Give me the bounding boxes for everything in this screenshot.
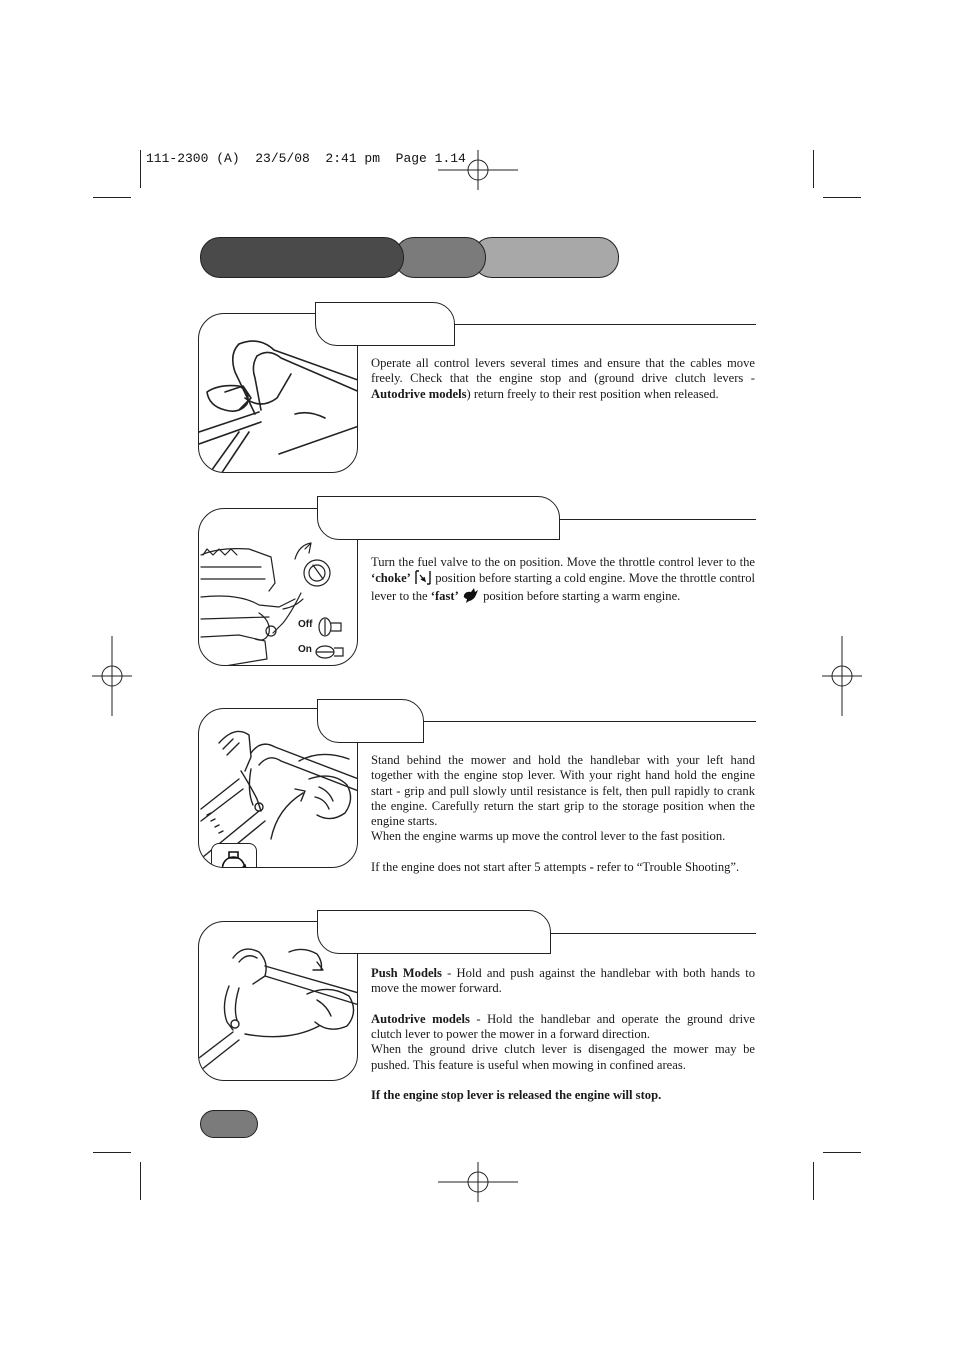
controls-heading-rule (420, 324, 756, 325)
starting-paragraph (371, 753, 755, 875)
moving-text-run: - Hold and push against the handlebar with both hands to move the mower forward. (371, 966, 755, 996)
controls-paragraph (371, 356, 755, 402)
recoil-start-symbol-icon (211, 843, 257, 868)
starting-heading-box (317, 699, 424, 743)
paragraph-gap (371, 1073, 755, 1088)
choke-symbol-icon (414, 570, 432, 585)
moving-text-run: Autodrive models (371, 1011, 470, 1026)
fast-label: ‘fast’ (430, 588, 459, 603)
moving-heading-rule (520, 933, 756, 934)
starting-line (371, 860, 755, 875)
moving-line (371, 1042, 755, 1073)
fuel-text-c: position before starting a warm engine. (479, 588, 681, 603)
registration-mark-bottom (438, 1162, 518, 1202)
controls-line (371, 356, 755, 402)
header-pill-light (472, 237, 619, 278)
controls-text-run: ) return freely to their rest position when released. (466, 386, 719, 401)
moving-line (371, 1088, 755, 1103)
registration-mark-top (438, 150, 518, 190)
starting-text-run: Stand behind the mower and hold the handlebar with your left hand together with the engine stop lever. With your right hand hold the engine start - grip and pull slowly until resistance is felt, then pull rapidly to crank the engine. Carefully return the start grip to the storage position when the engine starts. (371, 753, 755, 829)
moving-heading-box (317, 910, 551, 954)
choke-label: ‘choke’ (371, 571, 411, 586)
fuel-heading-box (317, 496, 560, 540)
valve-on-label: On (298, 644, 312, 655)
header-pill-mid (394, 237, 486, 278)
hare-fast-symbol-icon (462, 587, 480, 603)
starting-line (371, 829, 755, 844)
page-number-pill (200, 1110, 258, 1138)
starting-text-run: - (589, 860, 594, 875)
fuel-text-b: position before starting a cold engine. Move the throttle control lever to the (371, 571, 755, 603)
registration-mark-left (92, 636, 132, 716)
starting-text-run: refer to “Trouble Shooting”. (593, 860, 740, 875)
moving-text-run: - Hold the handlebar and operate the ground drive clutch lever to power the mower in a forward direction. (371, 1011, 755, 1042)
moving-text-run: If the engine stop lever is released the engine will stop. (371, 1088, 662, 1103)
paragraph-gap (371, 997, 755, 1012)
fuel-text-a: Turn the fuel valve to the on position. Move the throttle control lever to the (371, 555, 755, 569)
printer-slug: 111-2300 (A) 23/5/08 2:41 pm Page 1.14 (146, 151, 466, 166)
registration-mark-right (822, 636, 862, 716)
moving-text-run: Push Models (371, 966, 442, 980)
moving-paragraph (371, 966, 755, 1104)
fuel-paragraph (371, 555, 755, 604)
starting-line (371, 753, 755, 829)
moving-line (371, 1012, 755, 1043)
starting-heading-rule (400, 721, 756, 722)
starting-text-run: If the engine does not start after 5 attempts (371, 860, 590, 875)
controls-text-run: Autodrive models (371, 386, 467, 401)
paragraph-gap (371, 845, 755, 860)
moving-text-run: When the ground drive clutch lever is disengaged the mower may be pushed. This feature is useful when mowing in confined areas. (371, 1042, 755, 1072)
header-pill-dark (200, 237, 404, 278)
starting-text-run: When the engine warms up move the control lever to the fast position. (371, 829, 726, 844)
moving-line (371, 966, 755, 997)
controls-heading-box (315, 302, 455, 346)
controls-text-run: Operate all control levers several times and ensure that the cables move freely. Check that the engine stop and (ground drive clutch levers - (371, 356, 755, 386)
valve-off-label: Off (298, 619, 313, 630)
